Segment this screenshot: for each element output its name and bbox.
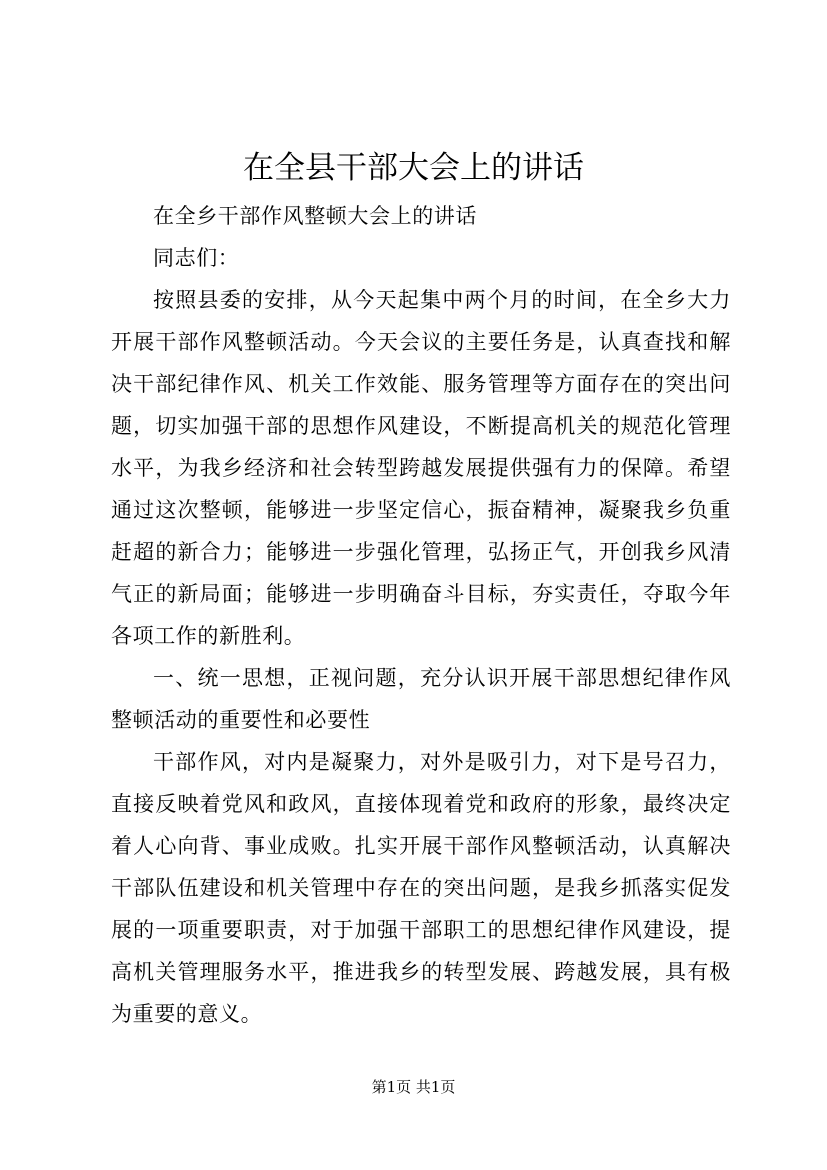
intro-paragraph: 按照县委的安排，从今天起集中两个月的时间，在全乡大力开展干部作风整顿活动。今天会议的主要任务是，认真查找和解决干部纪律作风、机关工作效能、服务管理等方面存在的突出问题，切实加强干部的思想作风建设，不断提高机关的规范化管理水平，为我乡经济和社会转型跨越发展提供强有力的保障。希望通过这次整顿，能够进一步坚定信心，振奋精神，凝聚我乡负重赶超的新合力；能够进一步强化管理，弘扬正气，开创我乡风清气正的新局面；能够进一步明确奋斗目标，夯实责任，夺取今年各项工作的新胜利。 [111,288,731,648]
document-body [111,195,731,1035]
subtitle-paragraph: 在全乡干部作风整顿大会上的讲话 [153,204,477,228]
salutation-paragraph: 同志们： [153,246,240,270]
section-heading: 一、统一思想，正视问题，充分认识开展干部思想纪律作风整顿活动的重要性和必要性 [111,666,731,732]
page-footer: 第1页 共1页 [371,1078,456,1096]
section-paragraph: 干部作风，对内是凝聚力，对外是吸引力，对下是号召力，直接反映着党风和政风，直接体现着党和政府的形象，最终决定着人心向背、事业成败。扎实开展干部作风整顿活动，认真解决干部队伍建设和机关管理中存在的突出问题，是我乡抓落实促发展的一项重要职责，对于加强干部职工的思想纪律作风建设，提高机关管理服务水平，推进我乡的转型发展、跨越发展，具有极为重要的意义。 [111,750,731,1026]
document-title: 在全县干部大会上的讲话 [243,150,584,186]
